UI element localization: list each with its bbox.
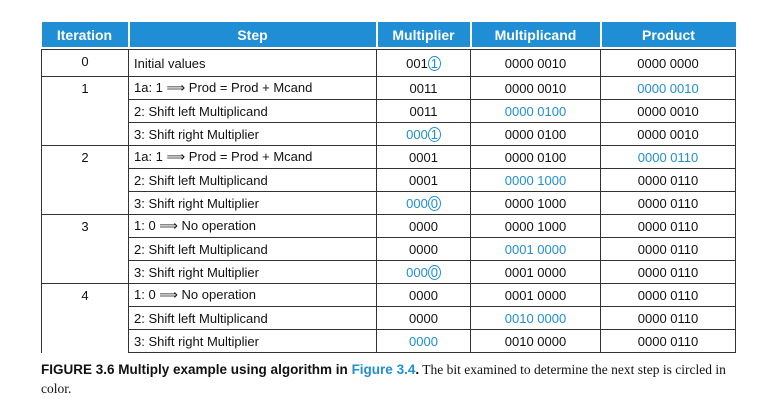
multiplier-value: 0011 (409, 103, 438, 119)
table-row (42, 261, 736, 284)
table-row (42, 284, 736, 307)
multiplier-value: 0000 (409, 333, 438, 349)
table-row (42, 238, 736, 261)
cell-multiplicand: 0001 0000 (471, 284, 601, 307)
cell-multiplier (377, 100, 471, 123)
cell-product: 0000 0110 (601, 146, 736, 169)
circled-bit: 1 (428, 127, 441, 142)
cell-multiplier (377, 146, 471, 169)
multiplier-value: 0000 (409, 310, 438, 326)
cell-multiplicand: 0000 0100 (471, 123, 601, 146)
cell-multiplier (377, 307, 471, 330)
cell-multiplicand: 0000 1000 (471, 192, 601, 215)
header-iteration: Iteration (42, 22, 129, 47)
table-header-row (42, 22, 736, 47)
multiplier-value: 0000 (409, 241, 438, 257)
cell-multiplier (377, 215, 471, 238)
cell-product: 0000 0110 (601, 215, 736, 238)
header-step: Step (129, 22, 377, 47)
cell-multiplicand: 0000 1000 (471, 169, 601, 192)
cell-step: 3: Shift right Multiplier (129, 330, 377, 353)
multiplier-value: 001 (406, 55, 428, 71)
table-body (42, 50, 736, 353)
cell-iteration: 1 (42, 77, 129, 146)
cell-multiplicand: 0001 0000 (471, 238, 601, 261)
cell-multiplier (377, 50, 471, 77)
cell-product: 0000 0010 (601, 77, 736, 100)
cell-iteration: 3 (42, 215, 129, 284)
table-row (42, 50, 736, 77)
cell-product: 0000 0110 (601, 284, 736, 307)
cell-multiplicand: 0000 0100 (471, 100, 601, 123)
cell-product: 0000 0110 (601, 192, 736, 215)
table-row (42, 77, 736, 100)
table-row (42, 192, 736, 215)
cell-iteration: 4 (42, 284, 129, 353)
circled-bit: 0 (428, 196, 441, 211)
multiply-example-table (41, 22, 736, 353)
cell-product: 0000 0110 (601, 169, 736, 192)
cell-step: 1a: 1 ⟹ Prod = Prod + Mcand (129, 77, 377, 100)
cell-step: 2: Shift left Multiplicand (129, 238, 377, 261)
cell-product: 0000 0110 (601, 307, 736, 330)
multiplier-value: 000 (406, 126, 428, 142)
cell-product: 0000 0110 (601, 238, 736, 261)
cell-multiplicand: 0001 0000 (471, 261, 601, 284)
table-row (42, 146, 736, 169)
table-row (42, 100, 736, 123)
table-row (42, 169, 736, 192)
circled-bit: 0 (428, 265, 441, 280)
figure-caption (41, 360, 741, 398)
cell-product: 0000 0010 (601, 100, 736, 123)
cell-multiplicand: 0000 0010 (471, 77, 601, 100)
cell-multiplier (377, 284, 471, 307)
cell-multiplier (377, 169, 471, 192)
cell-multiplier (377, 77, 471, 100)
cell-step: Initial values (129, 50, 377, 77)
multiply-example-table-wrapper (41, 22, 735, 353)
header-multiplicand: Multiplicand (471, 22, 601, 47)
table-row (42, 330, 736, 353)
cell-step: 3: Shift right Multiplier (129, 123, 377, 146)
multiplier-value: 000 (406, 195, 428, 211)
multiplier-value: 0001 (409, 172, 438, 188)
caption-bold-tail: . (415, 362, 420, 377)
cell-multiplier (377, 238, 471, 261)
multiplier-value: 000 (406, 264, 428, 280)
cell-multiplicand: 0000 0100 (471, 146, 601, 169)
cell-iteration: 2 (42, 146, 129, 215)
cell-multiplier (377, 261, 471, 284)
caption-figure-label: FIGURE 3.6 (41, 362, 115, 377)
cell-multiplier (377, 330, 471, 353)
table-row (42, 123, 736, 146)
caption-bold-text: Multiply example using algorithm in (114, 362, 352, 377)
multiplier-value: 0001 (409, 149, 438, 165)
cell-product: 0000 0010 (601, 123, 736, 146)
multiplier-value: 0000 (409, 287, 438, 303)
cell-step: 1: 0 ⟹ No operation (129, 215, 377, 238)
cell-multiplier (377, 123, 471, 146)
table-row (42, 215, 736, 238)
multiplier-value: 0000 (409, 218, 438, 234)
cell-multiplicand: 0000 0010 (471, 50, 601, 77)
circled-bit: 1 (428, 56, 441, 71)
cell-multiplicand: 0010 0000 (471, 330, 601, 353)
cell-step: 2: Shift left Multiplicand (129, 169, 377, 192)
cell-product: 0000 0000 (601, 50, 736, 77)
cell-multiplicand: 0010 0000 (471, 307, 601, 330)
caption-figure-link[interactable]: Figure 3.4 (351, 362, 416, 377)
header-multiplier: Multiplier (377, 22, 471, 47)
cell-iteration: 0 (42, 50, 129, 77)
header-product: Product (601, 22, 736, 47)
cell-step: 1: 0 ⟹ No operation (129, 284, 377, 307)
table-row (42, 307, 736, 330)
cell-product: 0000 0110 (601, 261, 736, 284)
cell-step: 3: Shift right Multiplier (129, 192, 377, 215)
cell-multiplicand: 0000 1000 (471, 215, 601, 238)
cell-step: 1a: 1 ⟹ Prod = Prod + Mcand (129, 146, 377, 169)
multiplier-value: 0011 (409, 80, 438, 96)
cell-multiplier (377, 192, 471, 215)
caption-body-text: The bit examined to determine the next step is circled in color. (41, 362, 726, 396)
cell-step: 3: Shift right Multiplier (129, 261, 377, 284)
cell-product: 0000 0110 (601, 330, 736, 353)
cell-step: 2: Shift left Multiplicand (129, 307, 377, 330)
cell-step: 2: Shift left Multiplicand (129, 100, 377, 123)
